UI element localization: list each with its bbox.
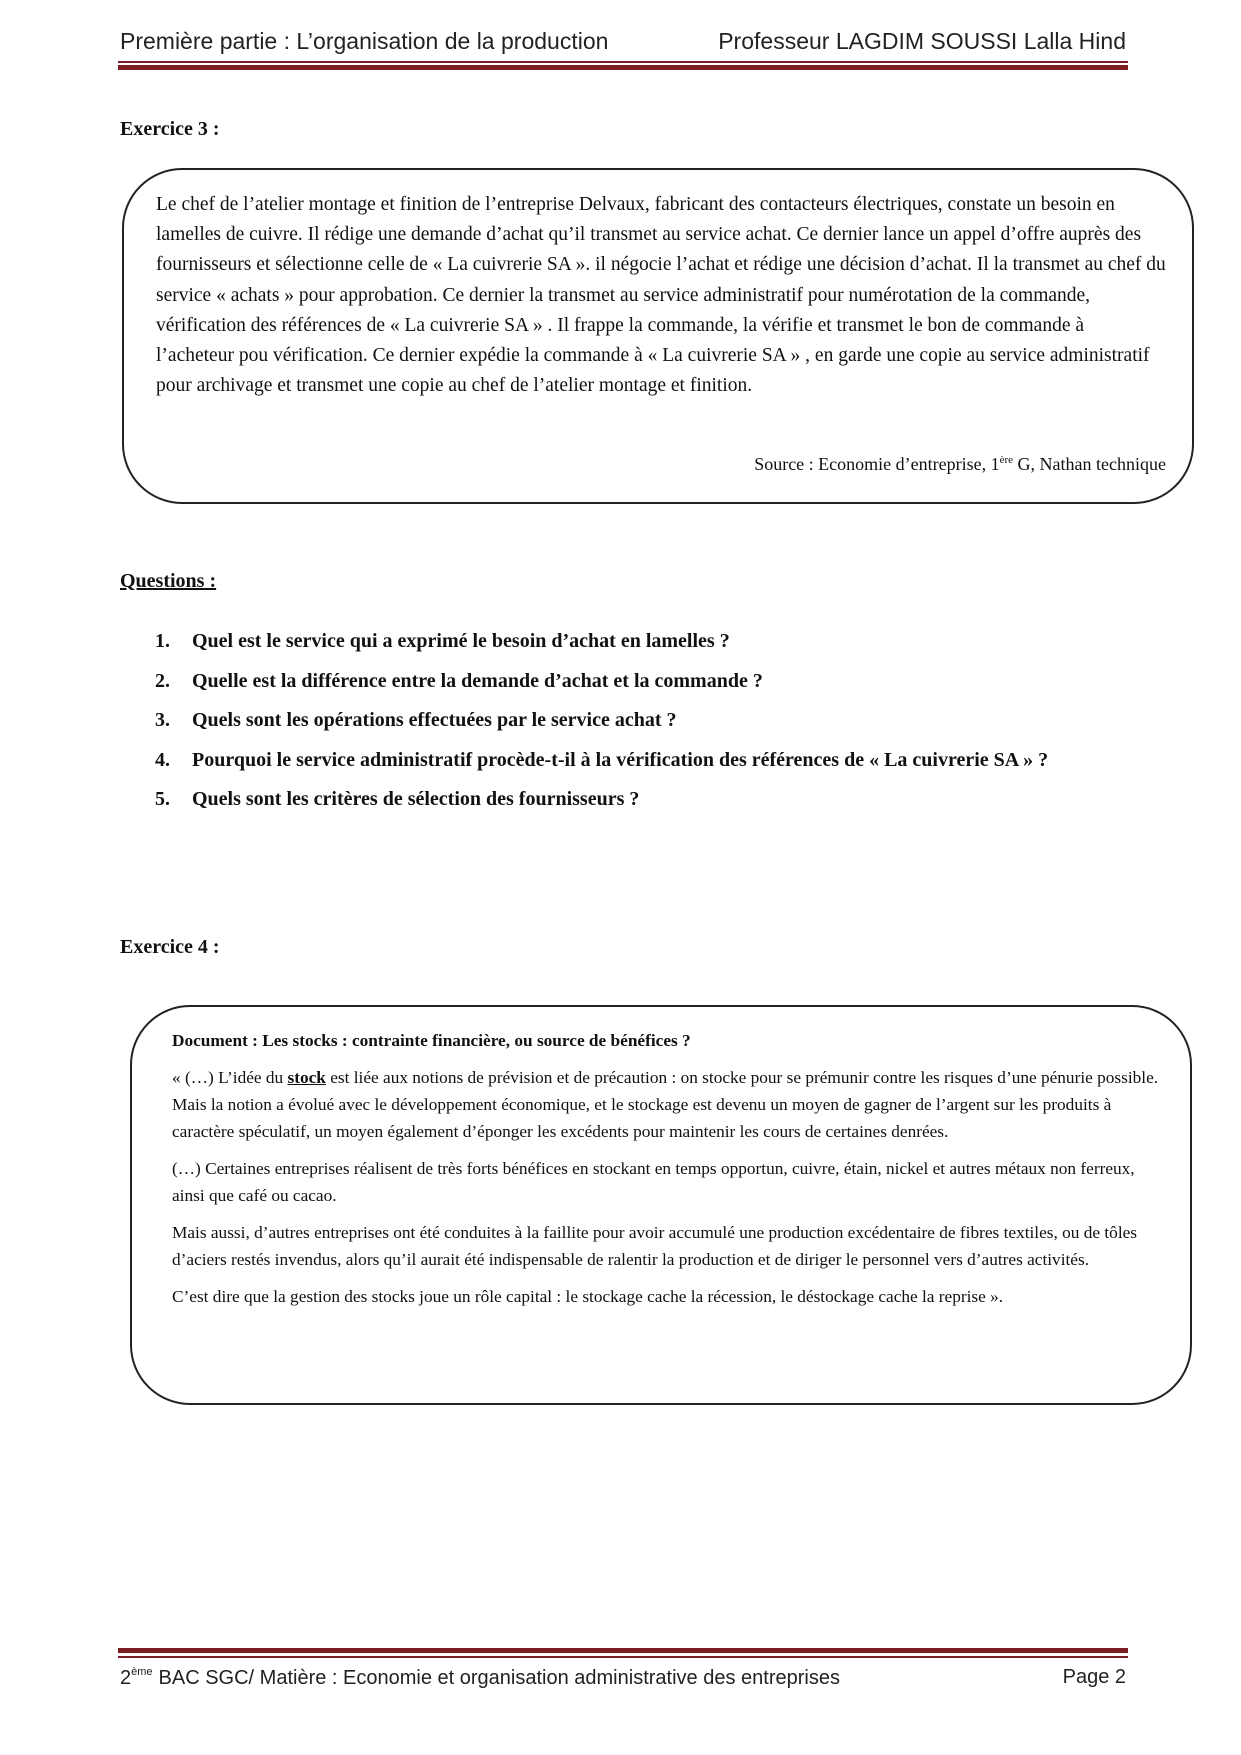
question-text: Quelle est la différence entre la demande d’achat et la commande ? (192, 669, 763, 692)
document-paragraph-1 (172, 1064, 1162, 1145)
paragraph-1-rest: est liée aux notions de prévision et de précaution : on stocke pour se prémunir contre les risques d’une pénurie possible. Mais la notion a évolué avec le développement économique, et le stockage est devenu un moyen de gagner de l’argent sur les produits à caractère spéculatif, un moyen également d’éponger les excédents pour maintenir les cours de certaines denrées. (172, 1068, 1159, 1141)
question-item (150, 780, 1130, 820)
footer-level-superscript: ème (131, 1666, 153, 1678)
footer-course-text: BAC SGC/ Matière : Economie et organisation administrative des entreprises (158, 1667, 840, 1689)
exercise-3-title: Exercice 3 : (120, 118, 220, 140)
page-header (120, 28, 1126, 58)
question-text: Quels sont les critères de sélection des fournisseurs ? (192, 788, 640, 810)
questions-list (150, 622, 1130, 820)
question-text: Quels sont les opérations effectuées par le service achat ? (192, 709, 677, 731)
question-number: 1. (155, 630, 170, 652)
exercise-4-title: Exercice 4 : (120, 936, 220, 958)
header-rule-thin (118, 61, 1128, 63)
source-superscript: ère (999, 454, 1014, 466)
exercise-3-source (754, 454, 1166, 475)
keyword-stock: stock (287, 1068, 326, 1087)
header-author: Professeur LAGDIM SOUSSI Lalla Hind (718, 28, 1126, 54)
question-number: 5. (155, 788, 170, 810)
document-title: Document : Les stocks : contrainte financière, ou source de bénéfices ? (172, 1031, 691, 1050)
document-paragraph-3: Mais aussi, d’autres entreprises ont été conduites à la faillite pour avoir accumulé une production excédentaire de fibres textiles, ou de tôles d’aciers restés invendus, alors qu’il aurait été indispensable de ralentir la production et de diriger le personnel vers d’autres activités. (172, 1223, 1138, 1269)
page-footer (120, 1666, 1126, 1696)
source-prefix: Source : Economie d’entreprise, 1 (754, 454, 1000, 474)
exercise-3-text: Le chef de l’atelier montage et finition de l’entreprise Delvaux, fabricant des contacteurs électriques, constate un besoin en lamelles de cuivre. Il rédige une demande d’achat qu’il transmet au service achat. Ce dernier lance un appel d’offre auprès des fournisseurs et sélectionne celle de « La cuivrerie SA ». il négocie l’achat et rédige une décision d’achat. Il la transmet au chef du service « achats » pour approbation. Ce dernier la transmet au service administratif pour numérotation de la commande, vérification des références de « La cuivrerie SA » . Il frappe la commande, la vérifie et transmet le bon de commande à l’acheteur pou vérification. Ce dernier expédie la commande à « La cuivrerie SA » , en garde une copie au service administratif pour archivage et transmet une copie au chef de l’atelier montage et finition. (156, 194, 1166, 397)
question-item (150, 741, 1130, 781)
question-text: Quel est le service qui a exprimé le besoin d’achat en lamelles ? (192, 630, 730, 652)
footer-level-number: 2 (120, 1667, 132, 1689)
question-item (150, 662, 1130, 702)
footer-rule-thick (118, 1648, 1128, 1653)
question-number: 2. (155, 669, 170, 692)
questions-title: Questions : (120, 570, 217, 592)
question-number: 3. (155, 709, 170, 731)
page-number: Page 2 (1062, 1666, 1126, 1688)
header-rule-thick (118, 65, 1128, 70)
footer-course (120, 1666, 840, 1690)
exercise-4-document-box (130, 1005, 1192, 1405)
document-content (172, 1027, 1162, 1320)
source-suffix: G, Nathan technique (1013, 454, 1166, 474)
footer-rule-thin (118, 1656, 1128, 1658)
question-item (150, 622, 1130, 662)
exercise-3-text-box (122, 168, 1194, 504)
document-paragraph-2: (…) Certaines entreprises réalisent de très forts bénéfices en stockant en temps opportun, cuivre, étain, nickel et autres métaux non ferreux, ainsi que café ou cacao. (172, 1159, 1135, 1205)
question-number: 4. (155, 748, 170, 771)
question-item (150, 701, 1130, 741)
question-text: Pourquoi le service administratif procède-t-il à la vérification des références de « La cuivrerie SA » ? (192, 748, 1049, 771)
document-paragraph-4: C’est dire que la gestion des stocks joue un rôle capital : le stockage cache la récession, le déstockage cache la reprise ». (172, 1287, 1004, 1306)
header-chapter-title: Première partie : L’organisation de la production (120, 28, 609, 54)
paragraph-1-start: « (…) L’idée du (172, 1068, 288, 1087)
